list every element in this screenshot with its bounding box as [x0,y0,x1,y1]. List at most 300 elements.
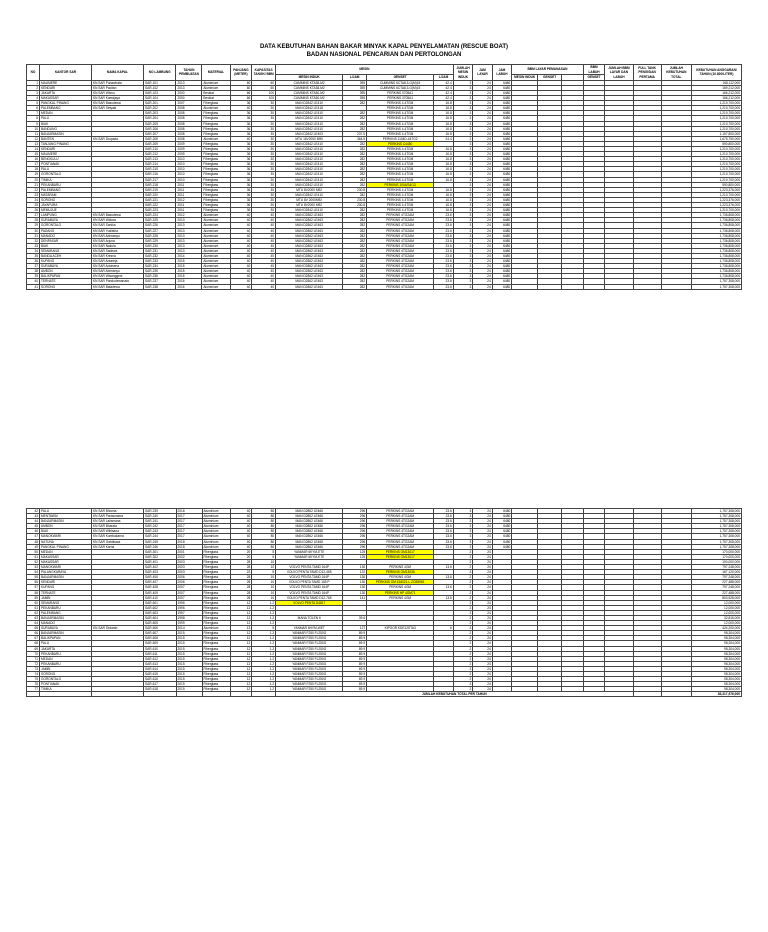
table-cell: 12 [230,610,252,615]
table-cell: 24 [473,651,493,656]
table-cell: SAR-601 [144,600,177,605]
col-bbm-layar: BBM LAYAR PEMANASAN [512,65,584,75]
table-cell: 2017 [176,529,202,534]
table-cell: 6480 [492,259,511,264]
table-cell: 127 [343,626,367,631]
table-cell: PERKINS 4.4TGM [367,106,434,111]
table-cell: MANA TOLEN 6 [276,615,343,620]
table-cell: MAN D2862 LE463 [276,238,343,243]
table-cell: 2 [453,687,473,692]
table-cell: 24 [473,141,492,146]
table-cell: 125 [343,549,367,554]
table-cell: 13.6 [434,595,454,600]
table-cell: DENPASAR [39,238,91,243]
table-cell: 1,757,308,000 [692,279,742,284]
table-cell: 40 [252,233,276,238]
col-panjang: PANJANG (METER) [230,65,252,81]
table-cell: MAN D2862 LE463 [276,233,343,238]
table-cell: 3 [453,121,472,126]
table-cell: 64 [27,621,40,626]
table-cell: 296 [343,539,367,544]
document-title: DATA KEBUTUHAN BAHAN BAKAR MINYAK KAPAL PENYELAMATAN (RESCUE BOAT) [259,44,509,50]
table-cell: 1.2 [252,600,276,605]
col-liter-jam-1: L/JAM [343,75,367,81]
col-anggaran: KEBUTUHAN ANGGARAN/ TAHUN (10.800/LITER) [692,65,742,81]
table-cell: 2013 [176,80,202,85]
table-cell: SAR-403 [144,570,177,575]
document-subtitle: BADAN NASIONAL PENCARIAN DAN PERTOLONGAN [306,52,462,58]
table-cell: 24 [473,539,493,544]
table-cell: 24 [473,595,493,600]
table-cell: 2015 [176,641,202,646]
table-cell: 89.9 [343,651,367,656]
table-cell: 6480 [492,136,511,141]
table-cell: 1,736,808,000 [692,213,742,218]
table-cell: 8 [27,116,40,121]
table-cell: 2011 [176,203,202,208]
table-cell: KN SAR Pandudewanata [91,279,143,284]
table-cell: 6480 [492,131,511,136]
table-cell: 89.9 [343,677,367,682]
table-cell: 40 [230,264,252,269]
table-cell: 40 [230,233,252,238]
table-cell: 282 [343,152,367,157]
table-cell: 6480 [492,80,511,85]
table-cell: Fiberglass [202,208,230,213]
table-cell: 2010 [176,162,202,167]
table-cell: PERKINS 4TG2AM [367,264,434,269]
table-cell: YANMAR F250 FL250G [276,641,343,646]
table-cell: 282 [343,284,367,289]
table-cell: 23.6 [434,248,454,253]
table-cell: SAR-610 [144,646,177,651]
table-cell: Aluminium [202,524,230,529]
table-cell: KN SAR Setyaki [91,106,143,111]
table-cell: 1.2 [252,605,276,610]
table-cell: 1,210,700,000 [692,208,742,213]
table-cell: 7 [27,111,40,116]
table-cell: 36 [230,192,252,197]
table-cell: 6480 [492,96,511,101]
table-cell: 3 [453,223,472,228]
table-cell: 30 [252,197,276,202]
table-cell: 282 [343,279,367,284]
table-cell: 2017 [176,534,202,539]
table-cell: 24 [473,631,493,636]
table-cell: 49 [27,544,40,549]
table-cell: 3 [453,514,473,519]
col-kantor: KANTOR SAR [39,65,91,81]
table-cell: 51 [27,554,40,559]
table-cell: PERKINS 4TG2AM [367,238,434,243]
table-cell: PALU [40,509,92,514]
table-cell: 2000 [176,96,202,101]
table-cell: 6480 [492,85,511,90]
table-cell: 70 [27,651,40,656]
table-cell: SAR-214 [143,162,175,167]
table-cell: VOLVO PENTA TAMD 164P [276,585,343,590]
table-cell: 6480 [492,264,511,269]
table-cell: Fiberglass [202,677,230,682]
table-cell: MAKASSAR [40,554,92,559]
table-cell: SAR-212 [143,152,175,157]
table-cell: Aluminium [202,238,230,243]
table-cell: 2 [453,626,473,631]
col-no: NO [27,65,40,81]
table-cell: 2015 [176,666,202,671]
table-cell: 24 [473,111,492,116]
total-row [27,692,742,697]
table-cell: 89.9 [343,631,367,636]
table-cell: 100,000,000 [692,559,742,564]
table-cell: YANMAR F250 FL250G [276,636,343,641]
table-cell: 2010 [176,172,202,177]
table-cell: PEKANBARU [39,182,91,187]
table-cell: 1997 [176,610,202,615]
table-cell: 3 [453,539,473,544]
table-cell: GORONTALO [40,677,92,682]
table-cell: SEMARANG [39,248,91,253]
table-cell: 3 [453,116,472,121]
table-cell: BALIKPAPAN [39,274,91,279]
table-cell: 1,210,700,000 [692,162,742,167]
table-cell: MAN D2862 LE466 [276,524,343,529]
table-cell: PERKINS OM13036 [367,570,434,575]
table-cell: 36 [230,177,252,182]
table-cell: 6480 [492,274,511,279]
table-cell: SAR-217 [143,177,175,182]
table-cell: 46 [27,529,40,534]
table-cell: 1,757,308,000 [692,524,742,529]
table-cell: SAR-611 [144,651,177,656]
table-cell: 23.6 [434,264,454,269]
table-cell: BANJARMASIN [40,519,92,524]
table-cell: 10 [27,126,40,131]
table-cell: 6480 [492,228,511,233]
table-cell: 2015 [176,656,202,661]
table-cell: 60 [230,80,252,85]
table-cell: 282 [343,167,367,172]
table-cell: PERKINS 4GM [367,575,434,580]
table-cell: 3 [453,544,473,549]
table-cell: KN SAR Basudewa [91,101,143,106]
table-cell: 24 [473,585,493,590]
table-cell: 98,304,000 [692,677,742,682]
table-cell: 24 [473,514,493,519]
table-cell: 9 [27,121,40,126]
table-cell: 282 [343,223,367,228]
table-cell: 797,248,000 [692,585,742,590]
table-cell: PEKANBARU [40,605,92,610]
table-cell: 1,223,376,000 [692,197,742,202]
table-cell: 60 [27,600,40,605]
table-cell: 39.6 [343,615,367,620]
table-cell: 2016 [176,509,202,514]
table-cell: 100 [252,90,276,95]
table-cell: 2 [453,580,473,585]
table-cell: YANMAR 6KYM-ETE [276,554,343,559]
table-cell: 797,248,000 [692,575,742,580]
table-cell: KN SAR Laksmana [92,519,144,524]
table-cell: 2 [453,661,473,666]
table-cell: 2008 [176,131,202,136]
table-cell: JAKARTA [39,90,91,95]
table-cell: 98,304,000 [692,646,742,651]
table-cell: 2009 [176,152,202,157]
table-cell: 1,736,808,000 [692,243,742,248]
table-cell: 24 [473,610,493,615]
table-cell: 36 [230,131,252,136]
table-cell: 89.9 [343,641,367,646]
table-cell: PERKINS 4TG2AM [367,514,434,519]
table-cell: 80 [252,524,276,529]
table-cell: 6480 [492,223,511,228]
table-cell: 2 [453,646,473,651]
table-cell: 2015 [176,651,202,656]
table-cell: MTU 8V2000 M92 [276,203,343,208]
table-cell: MAN D2842 LE410 [276,192,343,197]
table-cell: KN SAR Kresna [91,253,143,258]
table-cell: 24 [473,136,492,141]
table-cell: SAR-234 [143,264,175,269]
table-cell: 1,736,808,000 [692,223,742,228]
table-cell: 168,112,000 [692,80,742,85]
table-cell: 2007 [176,595,202,600]
table-cell: 3 [453,141,472,146]
table-cell: MAN D2842 LE410 [276,182,343,187]
table-cell: Aluminium [202,213,230,218]
table-cell: 40 [252,253,276,258]
table-cell: MAN D2842 LE403 [276,131,343,136]
table-cell: 2 [453,605,473,610]
table-cell: SAR-602 [144,605,177,610]
table-cell: 24 [473,682,493,687]
table-cell: PERKINS C4450 [367,141,434,146]
table-cell: PERKINS 0705A1 [367,96,434,101]
table-cell: 1,210,700,000 [692,111,742,116]
table-cell: SAR-603 [144,610,177,615]
table-cell: 98,304,000 [692,661,742,666]
table-cell: 31 [27,233,40,238]
table-cell: 296 [343,514,367,519]
table-cell: 2 [453,666,473,671]
table-cell: Fiberglass [202,162,230,167]
table-cell: 40 [252,228,276,233]
table-cell: SAR-218 [143,182,175,187]
table-cell: 24 [473,157,492,162]
table-cell: 40 [252,248,276,253]
table-cell: SAR-201 [143,101,175,106]
table-cell: 2013 [176,248,202,253]
table-cell: 1,757,308,000 [692,514,742,519]
table-cell: SAR-241 [144,519,177,524]
table-cell: SORONG [39,197,91,202]
table-cell: 2015 [176,672,202,677]
table-cell: 80 [252,509,276,514]
table-cell: 3 [453,534,473,539]
table-cell: 36 [230,162,252,167]
table-cell: Aluminium [202,279,230,284]
table-cell: PERKINS 4TG2AM [367,524,434,529]
table-cell: 59 [27,595,40,600]
table-cell: PALU [39,116,91,121]
table-cell: MAN D2842 LE410 [276,167,343,172]
table-cell: 24 [473,182,492,187]
table-cell: 16.8 [434,187,454,192]
table-cell [661,284,691,289]
table-cell: PERKINS 4.4TGM [367,162,434,167]
table-cell: SAR-242 [144,524,177,529]
table-cell: PERKINS 4TG2AM [367,539,434,544]
table-cell: 1,675,750,000 [692,136,742,141]
table-cell: 40 [252,218,276,223]
table-cell: 89.9 [343,636,367,641]
table-cell: 62 [27,610,40,615]
table-cell: 89.9 [343,682,367,687]
table-cell: 296 [343,544,367,549]
table-cell: 23.6 [434,274,454,279]
table-cell: Aluminium [202,80,230,85]
table-cell: 12 [230,605,252,610]
table-cell: BANJARMASIN [39,131,91,136]
table-cell: PERKINS 4GM [367,585,434,590]
table-cell: Aluminium [202,218,230,223]
table-cell: 23.6 [434,253,454,258]
table-cell: 33 [27,243,40,248]
table-cell: 2015 [176,636,202,641]
table-cell: 282 [343,121,367,126]
table-cell: Fiberglass [202,631,230,636]
table-cell: SAR-202 [143,106,175,111]
table-cell: PERKINS 4TG2AM [367,509,434,514]
table-cell: 11 [27,131,40,136]
table-cell: 130 [343,580,367,585]
table-cell: 282 [343,192,367,197]
table-cell: 6 [27,106,40,111]
table-cell: Aluminium [202,264,230,269]
table-cell: PERKINS 4TG2AM [367,243,434,248]
table-cell: 12 [230,636,252,641]
table-cell: CUMMINS 6CTA8.3-G(M)15 [367,80,434,85]
table-cell: 36 [230,197,252,202]
table-cell: 1.2 [252,672,276,677]
table-cell: Fiberglass [202,585,230,590]
table-cell: SAR-233 [143,259,175,264]
table-cell: MATARAM [39,192,91,197]
table-cell: MAN D2842 LE410 [276,157,343,162]
table-cell: PERKINS 0705A1 [367,90,434,95]
table-cell: 2 [453,610,473,615]
table-cell: KN SAR Abimanyu [91,269,143,274]
table-cell: 36 [230,141,252,146]
table-cell: 40 [230,106,252,111]
table-cell: SAR-616 [144,677,177,682]
table-cell: 37 [27,264,40,269]
table-cell: 16.8 [434,116,454,121]
table-cell: 30 [252,121,276,126]
table-cell: 2 [453,590,473,595]
table-cell: 23.6 [434,529,454,534]
table-cell: 19 [27,172,40,177]
table-cell: 16.8 [434,197,454,202]
table-cell: 282 [343,126,367,131]
table-cell: 28 [230,585,252,590]
table-cell: 23.6 [434,284,454,289]
table-cell: 3 [453,218,472,223]
table-cell: 98,304,000 [692,682,742,687]
table-cell: 1,757,308,000 [692,529,742,534]
table-cell: 282 [343,182,367,187]
table-cell: 2009 [176,147,202,152]
table-cell: 43 [27,514,40,519]
table-cell [661,692,691,697]
table-cell: SAR-613 [144,661,177,666]
table-cell: 2017 [176,524,202,529]
table-cell: 40 [252,274,276,279]
table-cell: 2010 [176,167,202,172]
table-cell: SAR-223 [143,208,175,213]
table-cell: MAN D2842 LE410 [276,208,343,213]
table-cell: 2015 [176,259,202,264]
table-cell: Fiberglass [202,554,230,559]
table-cell: 230.8 [343,197,367,202]
table-cell: 2011 [176,182,202,187]
table-cell: PALU [39,167,91,172]
table-cell: 24 [473,101,492,106]
table-cell: 40 [230,259,252,264]
table-cell: 16 [27,157,40,162]
table-cell: 2 [453,636,473,641]
table-cell: 2007 [176,590,202,595]
table-cell: MAN D2862 LE463 [276,218,343,223]
table-cell: 14 [27,147,40,152]
table-cell: PERKINS HP 4GM71 [367,590,434,595]
table-cell: 24 [473,253,492,258]
table-cell: JAKARTA [40,646,92,651]
col-mesin-induk: MESIN INDUK [276,75,343,81]
table-cell: 2 [453,621,473,626]
table-cell: 36 [230,172,252,177]
table-cell: 23.6 [434,233,454,238]
table-cell: 6480 [492,514,512,519]
table-cell: 80 [252,544,276,549]
table-cell: 36 [230,167,252,172]
table-cell: SAR-226 [143,223,175,228]
table-cell: 24 [473,559,493,564]
table-cell: SAR-203 [143,111,175,116]
table-cell: 16.8 [434,203,454,208]
table-cell: 6480 [492,524,512,529]
table-cell: 24 [473,223,492,228]
table-cell: 3 [453,279,472,284]
table-cell: 3 [453,157,472,162]
table-cell: AMBON [39,269,91,274]
table-cell: 15 [27,152,40,157]
table-cell: 35 [27,253,40,258]
table-cell: 40 [230,243,252,248]
table-cell: PERKINS 4TG2AM [367,248,434,253]
table-cell: SAR-236 [143,274,175,279]
fuel-table-top [26,64,742,290]
table-cell: KN SAR Antasena [91,264,143,269]
table-cell: 130 [343,590,367,595]
table-cell: Fiberglass [202,661,230,666]
table-cell: TIMIKA [39,177,91,182]
table-cell: 1998 [176,615,202,620]
table-cell: MAN D2862 LE466 [276,534,343,539]
fuel-table-bottom [26,508,742,697]
table-cell: SAR-213 [143,157,175,162]
